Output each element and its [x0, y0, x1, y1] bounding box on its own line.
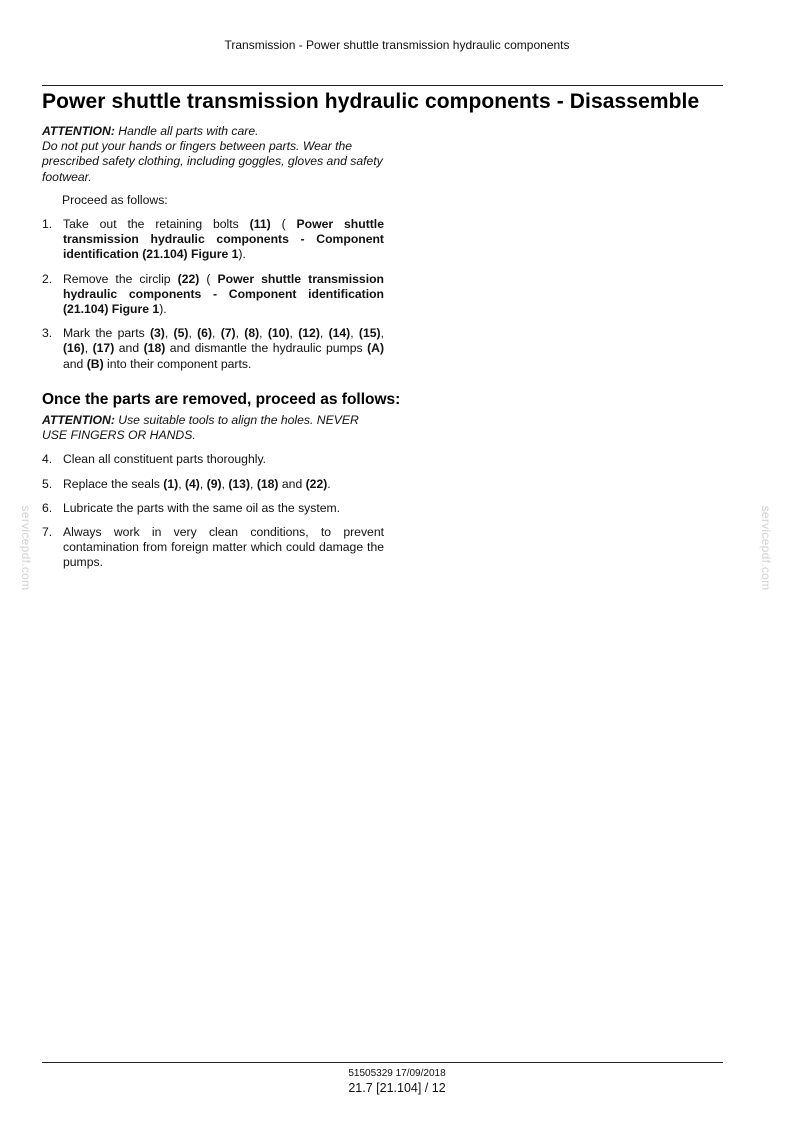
- step-text: ,: [380, 326, 384, 341]
- document-id: 51505329 17/09/2018: [348, 1068, 446, 1079]
- step-text: (: [199, 271, 218, 286]
- attention-text: Use suitable tools to align the holes. NEVER USE FINGERS OR HANDS.: [42, 413, 359, 443]
- step-number: 7.: [42, 525, 53, 540]
- watermark-left: servicepdf.com: [19, 505, 33, 591]
- attention-label: ATTENTION:: [42, 413, 115, 427]
- attention-text: Handle all parts with care.: [114, 124, 259, 138]
- part-ref: (A): [367, 341, 385, 356]
- step-text: Replace the seals: [63, 476, 164, 491]
- step-text: (: [270, 217, 297, 232]
- part-ref: (16): [63, 341, 85, 356]
- footer-rule: [42, 1062, 723, 1063]
- step-number: 1.: [42, 217, 53, 232]
- part-ref: (22): [305, 476, 328, 491]
- attention-note-2: [42, 413, 384, 443]
- list-item: [42, 501, 384, 516]
- step-text: ,: [350, 326, 359, 341]
- step-text: .: [327, 476, 331, 491]
- step-text: Take out the retaining bolts: [63, 217, 250, 232]
- part-ref: (18): [256, 476, 279, 491]
- watermark-right: servicepdf.com: [759, 505, 773, 591]
- part-ref: (5): [173, 326, 189, 341]
- part-ref: (12): [298, 326, 320, 341]
- section-title: Once the parts are removed, proceed as follows:: [42, 391, 401, 408]
- step-text: ,: [259, 326, 268, 341]
- part-ref: (9): [206, 476, 222, 491]
- steps-list-1: [42, 217, 384, 372]
- step-number: 5.: [42, 476, 53, 491]
- part-ref: (18): [143, 341, 166, 356]
- proceed-text: Proceed as follows:: [62, 192, 168, 207]
- step-text: and: [278, 476, 306, 491]
- step-text: Always work in very clean conditions, to prevent contamination from foreign matter which could damage the pumps.: [63, 525, 384, 570]
- step-text: and: [114, 341, 144, 356]
- part-ref: (6): [197, 326, 213, 341]
- step-text: and dismantle the hydraulic pumps: [165, 341, 368, 356]
- part-ref: (11): [249, 217, 271, 232]
- step-number: 4.: [42, 452, 53, 467]
- part-ref: (3): [149, 326, 165, 341]
- list-item: [42, 272, 384, 318]
- page-title: Power shuttle transmission hydraulic components - Disassemble: [42, 90, 700, 113]
- attention-note-1: [42, 124, 384, 185]
- header-rule: [42, 85, 723, 86]
- attention-label: ATTENTION:: [42, 124, 115, 138]
- part-ref: (7): [220, 326, 236, 341]
- part-ref: (14): [328, 326, 351, 341]
- step-text: ,: [212, 326, 221, 341]
- step-text: ,: [84, 341, 93, 356]
- step-text: ,: [188, 326, 198, 341]
- cross-reference: Power shuttle transmission hydraulic components - Component identification (21.104) Figure 1: [63, 217, 384, 262]
- step-text: ,: [289, 326, 299, 341]
- part-ref: (22): [177, 271, 200, 286]
- step-text: ,: [178, 476, 185, 491]
- part-ref: (17): [92, 341, 115, 356]
- step-text: ,: [319, 326, 329, 341]
- list-item: [42, 326, 384, 372]
- instructions-block-2: [42, 413, 384, 571]
- list-item: [42, 217, 384, 263]
- step-text: ).: [238, 247, 246, 262]
- part-ref: (13): [228, 476, 251, 491]
- step-text: Lubricate the parts with the same oil as the system.: [63, 500, 341, 515]
- steps-list-2: [42, 452, 384, 570]
- step-number: 3.: [42, 326, 53, 341]
- step-text: Mark the parts: [63, 326, 150, 341]
- step-text: ,: [250, 476, 257, 491]
- part-ref: (10): [267, 326, 290, 341]
- step-text: into their component parts.: [103, 356, 252, 371]
- step-text: ,: [235, 326, 245, 341]
- list-item: [42, 525, 384, 571]
- step-text: ,: [164, 326, 174, 341]
- step-text: ,: [221, 476, 229, 491]
- step-text: ).: [159, 302, 167, 317]
- part-ref: (4): [184, 476, 200, 491]
- page-reference: 21.7 [21.104] / 12: [348, 1081, 446, 1095]
- step-text: Remove the circlip: [63, 271, 178, 286]
- part-ref: (B): [86, 356, 104, 371]
- step-text: and: [63, 356, 87, 371]
- part-ref: (8): [244, 326, 260, 341]
- step-text: ,: [199, 476, 207, 491]
- step-number: 6.: [42, 500, 53, 515]
- step-text: Clean all constituent parts thoroughly.: [63, 452, 267, 467]
- list-item: [42, 452, 384, 467]
- part-ref: (15): [358, 326, 381, 341]
- running-header: Transmission - Power shuttle transmission hydraulic components: [224, 38, 570, 52]
- cross-reference: Power shuttle transmission hydraulic components - Component identification (21.104) Figure 1: [63, 271, 384, 317]
- attention-text-2: Do not put your hands or fingers between parts. Wear the prescribed safety clothing, including goggles, gloves and safety footwear.: [42, 139, 383, 184]
- list-item: [42, 477, 384, 492]
- part-ref: (1): [163, 476, 179, 491]
- instructions-block-1: [42, 124, 384, 372]
- step-number: 2.: [42, 271, 53, 286]
